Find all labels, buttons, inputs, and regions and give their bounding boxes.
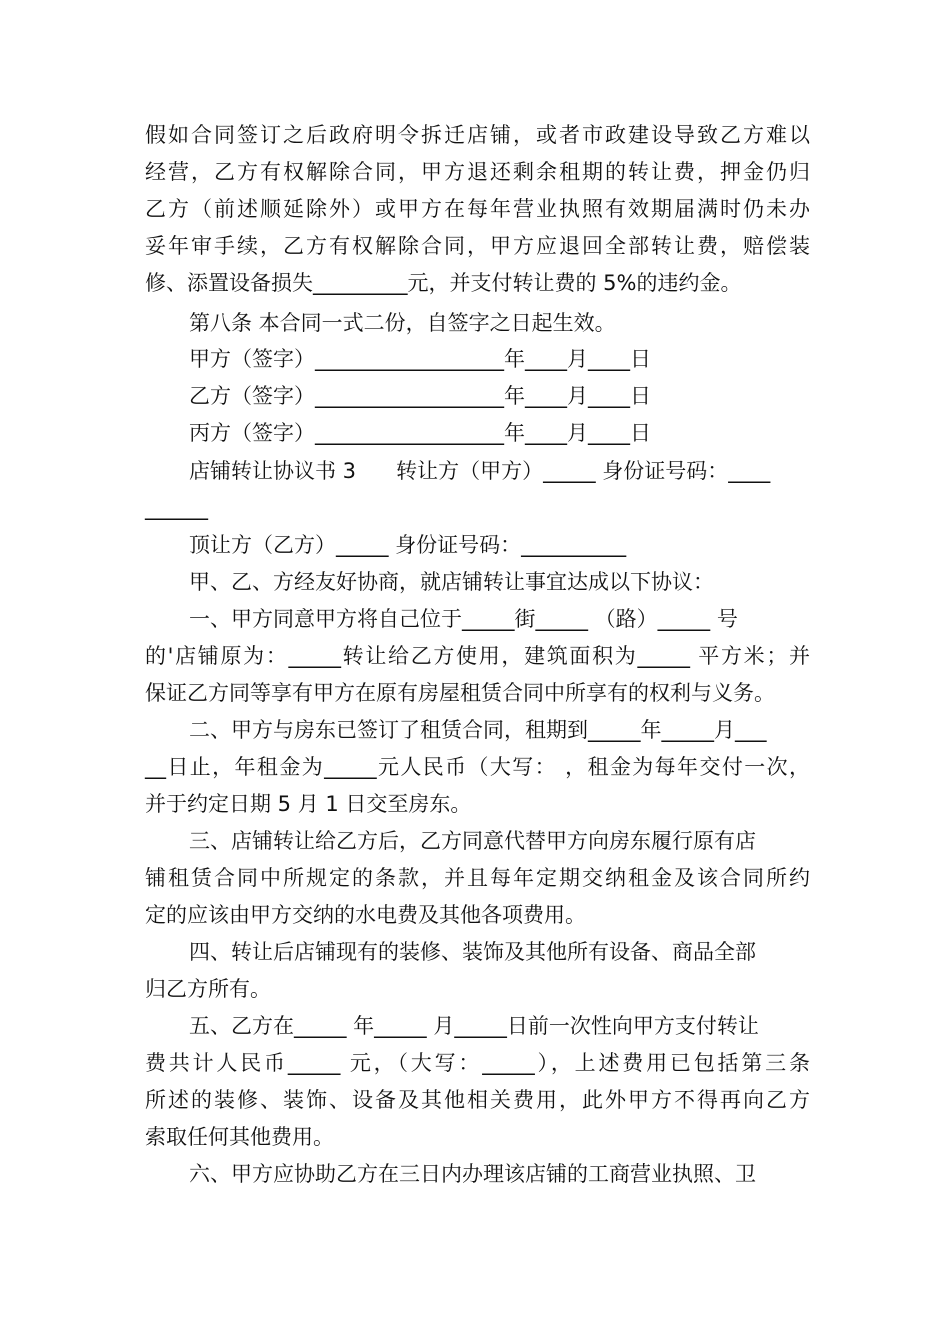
article-eight: 第八条 本合同一式二份，自签字之日起生效。 <box>189 311 616 335</box>
paragraph-line: 修、添置设备损失_________元，并支付转让费的 5%的违约金。 <box>145 271 742 295</box>
clause-three: 三、店铺转让给乙方后，乙方同意代替甲方向房东履行原有店 <box>189 829 756 853</box>
paragraph-line: 乙方（前述顺延除外）或甲方在每年营业执照有效期届满时仍未办 <box>145 197 810 221</box>
paragraph-line: 妥年审手续，乙方有权解除合同，甲方应退回全部转让费，赔偿装 <box>145 234 810 258</box>
signature-line-party-b: 乙方（签字）__________________年____月____日 <box>189 384 651 408</box>
clause-four: 四、转让后店铺现有的装修、装饰及其他所有设备、商品全部 <box>189 940 756 964</box>
transferee-line: 顶让方（乙方）_____ 身份证号码：__________ <box>189 533 627 557</box>
signature-line-party-c: 丙方（签字）__________________年____月____日 <box>189 421 651 445</box>
clause-six: 六、甲方应协助乙方在三日内办理该店铺的工商营业执照、卫 <box>189 1162 756 1186</box>
paragraph-line: 甲、乙、方经友好协商，就店铺转让事宜达成以下协议： <box>189 570 714 594</box>
clause-two: 二、甲方与房东已签订了租赁合同，租期到_____年_____月___ <box>189 718 767 742</box>
paragraph-line: 经营，乙方有权解除合同，甲方退还剩余租期的转让费，押金仍归 <box>145 160 810 184</box>
clause-five: 五、乙方在_____ 年_____ 月_____日前一次性向甲方支付转让 <box>189 1014 759 1038</box>
paragraph-line: 定的应该由甲方交纳的水电费及其他各项费用。 <box>145 903 586 927</box>
paragraph-line: 铺租赁合同中所规定的条款，并且每年定期交纳租金及该合同所约 <box>145 866 810 890</box>
paragraph-line: 的'店铺原为：_____转让给乙方使用，建筑面积为_____ 平方米；并 <box>145 644 810 668</box>
paragraph-line: 所述的装修、装饰、设备及其他相关费用，此外甲方不得再向乙方 <box>145 1088 810 1112</box>
paragraph-line: 归乙方所有。 <box>145 977 271 1001</box>
paragraph-line: 保证乙方同等享有甲方在原有房屋租赁合同中所享有的权利与义务。 <box>145 681 775 705</box>
paragraph-line: 并于约定日期 5 月 1 日交至房东。 <box>145 792 472 816</box>
clause-one: 一、甲方同意甲方将自己位于_____街_____ （路）_____ 号 <box>189 607 738 631</box>
paragraph-line: 假如合同签订之后政府明令拆迁店铺，或者市政建设导致乙方难以 <box>145 123 810 147</box>
agreement-title-line: 店铺转让协议书 3 转让方（甲方）_____ 身份证号码：____ <box>189 459 771 483</box>
paragraph-line: ______ <box>145 496 208 520</box>
paragraph-line: 索取任何其他费用。 <box>145 1125 334 1149</box>
signature-line-party-a: 甲方（签字）__________________年____月____日 <box>189 347 651 371</box>
paragraph-line: 费共计人民币_____ 元，（大写：_____），上述费用已包括第三条 <box>145 1051 810 1075</box>
paragraph-line: __日止，年租金为_____元人民币（大写： ，租金为每年交付一次， <box>145 755 810 779</box>
